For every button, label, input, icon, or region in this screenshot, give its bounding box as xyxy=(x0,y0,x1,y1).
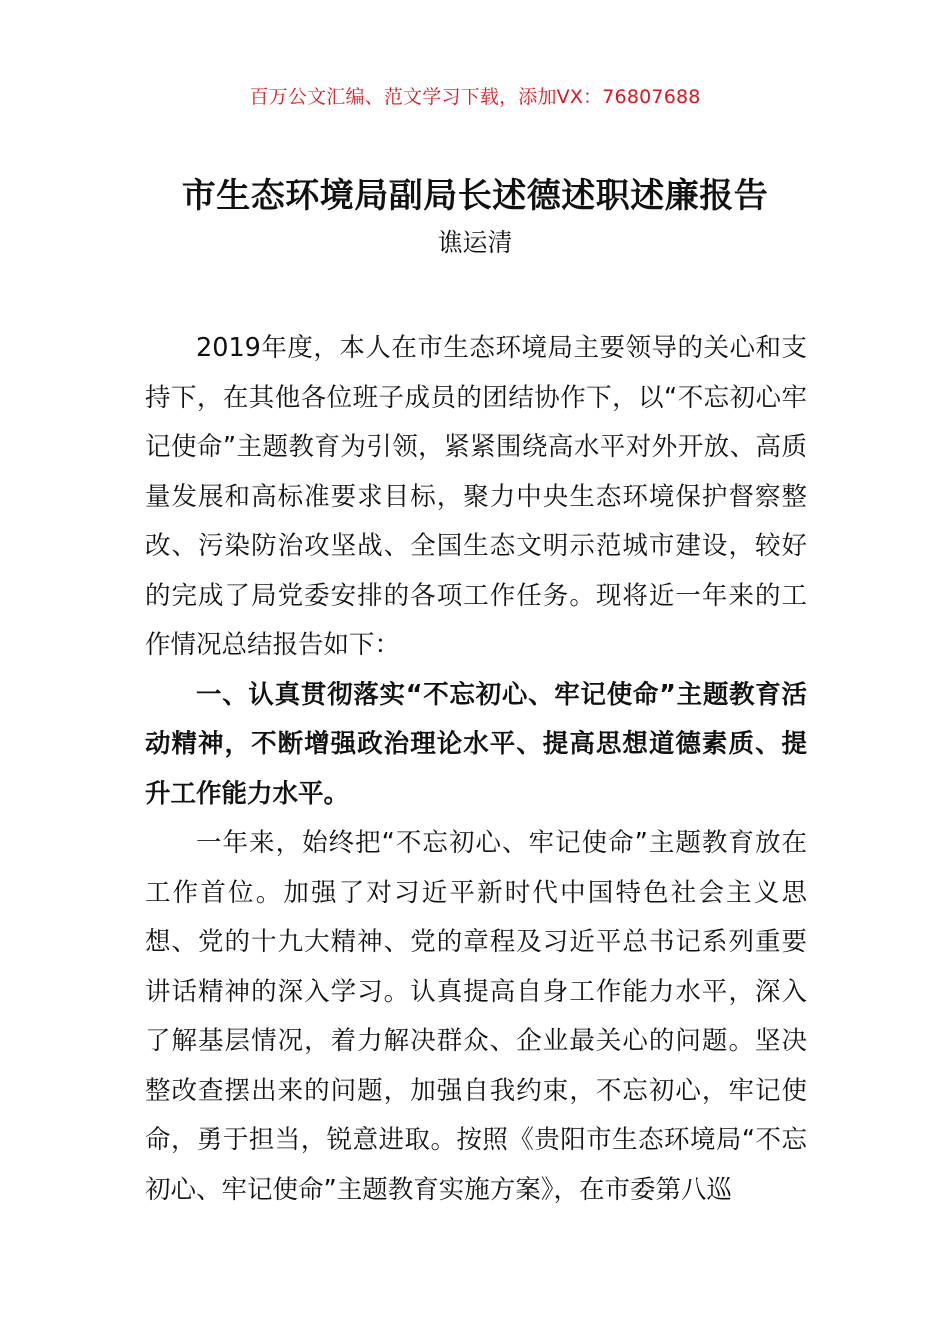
promo-banner: 百万公文汇编、范文学习下载，添加VX：76807688 xyxy=(249,86,701,108)
document-author: 谯运清 xyxy=(437,228,513,257)
document-title: 市生态环境局副局长述德述职述廉报告 xyxy=(181,176,769,216)
section-heading-1: 一、认真贯彻落实“不忘初心、牢记使命”主题教育活动精神，不断增强政治理论水平、提高思想道德素质、提升工作能力水平。 xyxy=(145,679,807,809)
paragraph-section-1: 一年来，始终把“不忘初心、牢记使命”主题教育放在工作首位。加强了对习近平新时代中国特色社会主义思想、党的十九大精神、党的章程及习近平总书记系列重要讲话精神的深入学习。认真提高自身工作能力水平，深入了解基层情况，着力解决群众、企业最关心的问题。坚决整改查摆出来的问题，加强自我约束，不忘初心，牢记使命，勇于担当，锐意进取。按照《贵阳市生态环境局“不忘初心、牢记使命”主题教育实施方案》，在市委第八巡 xyxy=(145,828,807,1205)
document-body xyxy=(145,324,807,1215)
paragraph-intro: 2019年度，本人在市生态环境局主要领导的关心和支持下，在其他各位班子成员的团结协作下，以“不忘初心牢记使命”主题教育为引领，紧紧围绕高水平对外开放、高质量发展和高标准要求目标，聚力中央生态环境保护督察整改、污染防治攻坚战、全国生态文明示范城市建设，较好的完成了局党委安排的各项工作任务。现将近一年来的工作情况总结报告如下： xyxy=(145,333,807,660)
